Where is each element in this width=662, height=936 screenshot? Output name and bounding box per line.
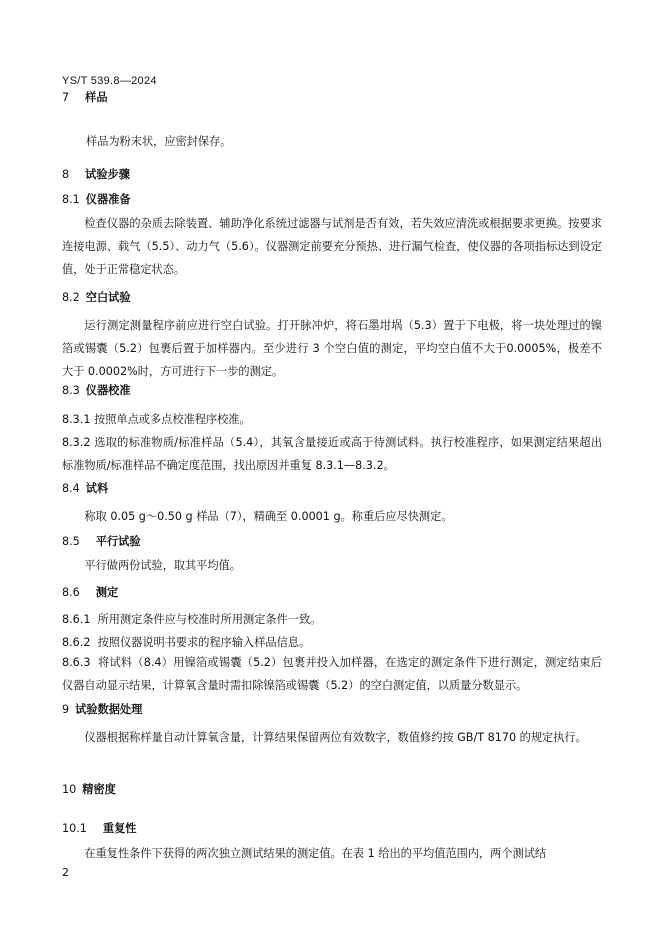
clause-number: 8.6.3	[62, 656, 91, 669]
section-10-1-paragraph: 在重复性条件下获得的两次独立测试结果的测定值。在表 1 给出的平均值范围内，两个测试结	[84, 847, 547, 860]
section-title: 仪器准备	[85, 193, 131, 206]
section-number: 8.1	[62, 193, 80, 206]
clause-number: 8.3.2	[62, 436, 91, 449]
clause-number: 8.6.2	[62, 636, 91, 649]
section-8-1-paragraph: 检查仪器的杂质去除装置、辅助净化系统过滤器与试剂是否有效，若失效应清洗或根据要求更换。按要求连接电源、载气（5.5）、动力气（5.6）。仪器测定前要充分预热、进行漏气检查，使仪器的各项指标达到设定值，处于正常稳定状态。	[62, 217, 602, 276]
section-8-5-paragraph: 平行做两份试验，取其平均值。	[84, 559, 242, 572]
section-number: 8.5	[62, 535, 80, 548]
section-10-heading	[62, 778, 602, 801]
section-number: 8.3	[62, 384, 80, 397]
section-7-heading	[62, 86, 602, 109]
section-title: 空白试验	[85, 291, 131, 304]
section-number: 8.2	[62, 291, 80, 304]
section-number: 8	[62, 168, 70, 181]
clause-text: 所用测定条件应与校准时所用测定条件一致。	[97, 613, 322, 626]
section-number: 10	[62, 783, 77, 796]
section-8-5-heading	[62, 530, 602, 553]
section-number: 9	[62, 703, 70, 716]
section-number: 8.6	[62, 586, 80, 599]
clause-number: 8.3.1	[62, 413, 91, 426]
section-8-3-heading	[62, 379, 602, 402]
section-title: 测定	[95, 586, 119, 599]
section-title: 仪器校准	[85, 384, 131, 397]
section-number: 8.4	[62, 482, 80, 495]
section-title: 平行试验	[95, 535, 141, 548]
section-title: 试验步骤	[85, 168, 130, 181]
clause-8-6-1	[62, 608, 602, 631]
section-9-heading	[62, 698, 602, 721]
clause-text: 按照单点或多点校准程序校准。	[94, 413, 251, 426]
section-9-paragraph: 仪器根据称样量自动计算氧含量，计算结果保留两位有效数字，数值修约按 GB/T 8170 的规定执行。	[84, 731, 587, 744]
section-title: 试验数据处理	[75, 703, 143, 716]
clause-number: 8.6.1	[62, 613, 91, 626]
document-id-header: YS/T 539.8—2024	[62, 75, 157, 87]
section-title: 试料	[85, 482, 109, 495]
clause-text: 将试料（8.4）用镍箔或锡囊（5.2）包裹并投入加样器，在选定的测定条件下进行测定，测定结束后仪器自动显示结果，计算氧含量时需扣除镍箔或锡囊（5.2）的空白测定值，以质量分数显示。	[62, 656, 602, 692]
section-8-4-paragraph: 称取 0.05 g～0.50 g 样品（7），精确至 0.0001 g。称重后应尽快测定。	[84, 510, 453, 523]
section-number: 10.1	[62, 822, 87, 835]
section-8-1-heading	[62, 188, 602, 211]
section-8-4-heading	[62, 477, 602, 500]
page-number: 2	[62, 866, 69, 879]
section-title: 精密度	[82, 783, 116, 796]
clause-8-3-2	[62, 431, 602, 477]
section-10-1-heading	[62, 817, 602, 840]
section-7-paragraph: 样品为粉末状，应密封保存。	[86, 135, 232, 148]
section-8-2-heading	[62, 286, 602, 309]
clause-text: 按照仪器说明书要求的程序输入样品信息。	[97, 636, 311, 649]
section-8-6-heading	[62, 581, 602, 604]
clause-8-6-3	[62, 651, 602, 697]
clause-8-3-1	[62, 408, 602, 431]
section-title: 样品	[85, 91, 108, 104]
clause-text: 选取的标准物质/标准样品（5.4），其氧含量接近或高于待测试料。执行校准程序，如果测定结果超出标准物质/标准样品不确定度范围，找出原因并重复 8.3.1—8.3.2。	[62, 436, 603, 472]
section-8-2-paragraph: 运行测定测量程序前应进行空白试验。打开脉冲炉，将石墨坩埚（5.3）置于下电极，将一块处理过的镍箔或锡囊（5.2）包裹后置于加样器内。至少进行 3 个空白值的测定，平均空白值不大于0.0005%，极差不大于 0.0002%时，方可进行下一步的测定。	[62, 319, 602, 378]
section-number: 7	[62, 91, 70, 104]
section-title: 重复性	[102, 822, 137, 835]
section-8-heading	[62, 163, 602, 186]
